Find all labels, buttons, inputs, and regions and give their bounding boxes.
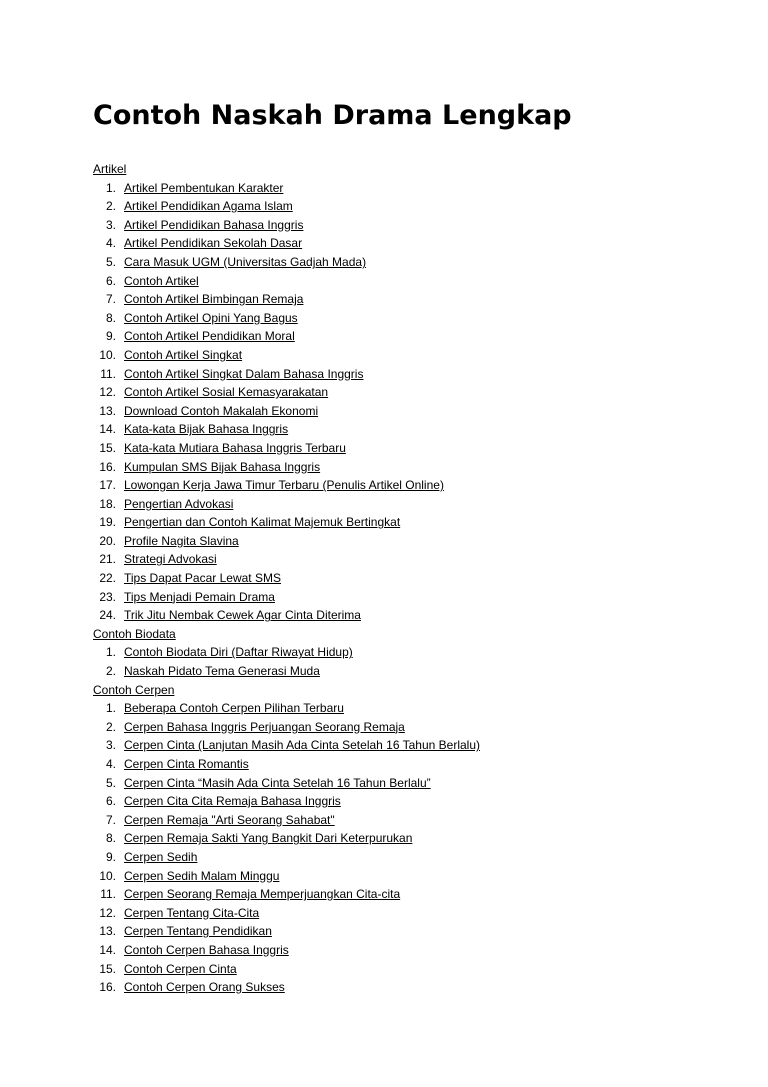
list-item-link[interactable]: Cerpen Cinta “Masih Ada Cinta Setelah 16 Tahun Berlalu” xyxy=(124,775,431,790)
list-item xyxy=(93,829,733,848)
list-item-number: 6. xyxy=(105,273,116,288)
list-item xyxy=(93,532,733,551)
list-item xyxy=(93,662,733,681)
list-item xyxy=(93,439,733,458)
list-item-number: 6. xyxy=(105,794,116,809)
list-item-link[interactable]: Contoh Cerpen Orang Sukses xyxy=(124,980,285,995)
list-item-link[interactable]: Contoh Artikel Pendidikan Moral xyxy=(124,329,295,344)
list-item-number: 13. xyxy=(99,924,116,939)
list-item xyxy=(93,476,733,495)
list-item-link[interactable]: Contoh Artikel Opini Yang Bagus xyxy=(124,310,298,325)
list-item-number: 12. xyxy=(99,385,116,400)
list-item-number: 7. xyxy=(105,812,116,827)
list-item xyxy=(93,495,733,514)
list-item xyxy=(93,290,733,309)
list-item-number: 24. xyxy=(99,608,116,623)
list-item xyxy=(93,885,733,904)
list-item xyxy=(93,755,733,774)
list-item xyxy=(93,420,733,439)
list-item-link[interactable]: Artikel Pembentukan Karakter xyxy=(124,180,284,195)
list-item-link[interactable]: Cerpen Tentang Pendidikan xyxy=(124,924,272,939)
list-item xyxy=(93,272,733,291)
list-item-number: 23. xyxy=(99,589,116,604)
list-item-link[interactable]: Profile Nagita Slavina xyxy=(124,533,239,548)
list-item-link[interactable]: Artikel Pendidikan Agama Islam xyxy=(124,199,293,214)
section-heading[interactable]: Contoh Biodata xyxy=(93,626,176,641)
list-item-link[interactable]: Cerpen Tentang Cita-Cita xyxy=(124,905,260,920)
list-item-number: 9. xyxy=(105,329,116,344)
list-item-link[interactable]: Artikel Pendidikan Sekolah Dasar xyxy=(124,236,303,251)
list-item-link[interactable]: Cerpen Remaja Sakti Yang Bangkit Dari Keterpurukan xyxy=(124,831,413,846)
list-item xyxy=(93,327,733,346)
list-item-number: 5. xyxy=(105,254,116,269)
list-item-number: 15. xyxy=(99,440,116,455)
list-item xyxy=(93,588,733,607)
list-item-link[interactable]: Cerpen Bahasa Inggris Perjuangan Seorang Remaja xyxy=(124,719,405,734)
list-item-number: 1. xyxy=(105,180,116,195)
list-item-number: 3. xyxy=(105,738,116,753)
list-item-link[interactable]: Contoh Artikel Sosial Kemasyarakatan xyxy=(124,385,329,400)
list-item-link[interactable]: Tips Dapat Pacar Lewat SMS xyxy=(124,571,281,586)
list-item xyxy=(93,848,733,867)
list-item-number: 2. xyxy=(105,199,116,214)
list-item xyxy=(93,234,733,253)
list-item xyxy=(93,365,733,384)
list-item-number: 5. xyxy=(105,775,116,790)
list-item-link[interactable]: Contoh Biodata Diri (Daftar Riwayat Hidup) xyxy=(124,645,353,660)
list-item xyxy=(93,606,733,625)
list-item-number: 7. xyxy=(105,292,116,307)
list-item xyxy=(93,960,733,979)
list-item-number: 4. xyxy=(105,236,116,251)
list-item-number: 2. xyxy=(105,664,116,679)
list-item-link[interactable]: Naskah Pidato Tema Generasi Muda xyxy=(124,664,320,679)
list-item xyxy=(93,383,733,402)
list-item xyxy=(93,197,733,216)
list-item-link[interactable]: Contoh Cerpen Bahasa Inggris xyxy=(124,942,289,957)
list-item xyxy=(93,253,733,272)
list-item xyxy=(93,513,733,532)
list-item-number: 3. xyxy=(105,217,116,232)
list-item xyxy=(93,978,733,997)
list-item-number: 4. xyxy=(105,757,116,771)
list-item-link[interactable]: Artikel Pendidikan Bahasa Inggris xyxy=(124,217,304,232)
list-item-link[interactable]: Download Contoh Makalah Ekonomi xyxy=(124,403,319,418)
list-item-number: 10. xyxy=(99,868,116,883)
list-item-number: 21. xyxy=(99,552,116,567)
list-item-number: 19. xyxy=(99,515,116,530)
list-item-link[interactable]: Cerpen Cinta (Lanjutan Masih Ada Cinta Setelah 16 Tahun Berlalu) xyxy=(124,738,481,753)
section-heading[interactable]: Contoh Cerpen xyxy=(93,682,175,697)
list-item-link[interactable]: Trik Jitu Nembak Cewek Agar Cinta Diterima xyxy=(124,608,361,623)
list-item xyxy=(93,458,733,477)
link-list xyxy=(93,699,733,997)
list-item-number: 22. xyxy=(99,571,116,586)
list-item-link[interactable]: Cerpen Sedih Malam Minggu xyxy=(124,868,280,883)
list-item xyxy=(93,569,733,588)
list-item-link[interactable]: Kumpulan SMS Bijak Bahasa Inggris xyxy=(124,459,321,474)
list-item xyxy=(93,941,733,960)
link-list xyxy=(93,643,733,680)
list-item xyxy=(93,774,733,793)
list-item xyxy=(93,550,733,569)
list-item-link[interactable]: Pengertian dan Contoh Kalimat Majemuk Bertingkat xyxy=(124,515,401,530)
list-item-link[interactable]: Contoh Artikel Singkat xyxy=(124,347,243,362)
list-item-number: 8. xyxy=(105,310,116,325)
list-item xyxy=(93,179,733,198)
list-item-link[interactable]: Kata-kata Mutiara Bahasa Inggris Terbaru xyxy=(124,440,346,455)
list-item-number: 12. xyxy=(99,905,116,920)
list-item-link[interactable]: Pengertian Advokasi xyxy=(124,496,234,511)
list-item-number: 10. xyxy=(99,347,116,362)
list-item xyxy=(93,792,733,811)
list-item-number: 16. xyxy=(99,980,116,995)
list-item-number: 20. xyxy=(99,533,116,548)
list-item xyxy=(93,811,733,830)
list-item-number: 9. xyxy=(105,849,116,864)
list-item-number: 16. xyxy=(99,459,116,474)
list-item-link[interactable]: Cerpen Remaja "Arti Seorang Sahabat" xyxy=(124,812,335,827)
list-item-number: 13. xyxy=(99,403,116,418)
list-item-number: 1. xyxy=(105,645,116,660)
list-item-link[interactable]: Contoh Cerpen Cinta xyxy=(124,961,237,976)
list-item xyxy=(93,699,733,718)
link-list xyxy=(93,179,733,625)
list-item xyxy=(93,309,733,328)
list-item-number: 15. xyxy=(99,961,116,976)
list-item-number: 2. xyxy=(105,719,116,734)
list-item-link[interactable]: Tips Menjadi Pemain Drama xyxy=(124,589,275,604)
list-item xyxy=(93,643,733,662)
list-item xyxy=(93,346,733,365)
list-item-link[interactable]: Cara Masuk UGM (Universitas Gadjah Mada) xyxy=(124,254,367,269)
list-item xyxy=(93,736,733,755)
list-item-number: 17. xyxy=(99,478,116,493)
link-list-content xyxy=(93,160,733,997)
list-item-number: 8. xyxy=(105,831,116,846)
list-item-link[interactable]: Contoh Artikel xyxy=(124,273,199,288)
list-item xyxy=(93,216,733,235)
list-item xyxy=(93,402,733,421)
list-item-link[interactable]: Lowongan Kerja Jawa Timur Terbaru (Penulis Artikel Online) xyxy=(124,478,444,493)
list-item-number: 1. xyxy=(105,701,116,716)
list-item-link[interactable]: Cerpen Seorang Remaja Memperjuangkan Cita-cita xyxy=(124,887,401,902)
list-item xyxy=(93,867,733,886)
list-item-link[interactable]: Strategi Advokasi xyxy=(124,552,217,567)
page-title: Contoh Naskah Drama Lengkap xyxy=(93,100,572,131)
list-item-link[interactable]: Kata-kata Bijak Bahasa Inggris xyxy=(124,422,289,437)
list-item-link[interactable]: Contoh Artikel Bimbingan Remaja xyxy=(124,292,304,307)
list-item-link[interactable]: Cerpen Sedih xyxy=(124,849,198,864)
section-heading[interactable]: Artikel xyxy=(93,162,127,176)
list-item-number: 18. xyxy=(99,496,116,511)
list-item-link[interactable]: Cerpen Cinta Romantis xyxy=(124,757,249,771)
list-item-number: 11. xyxy=(100,366,116,381)
list-item-number: 11. xyxy=(100,887,116,902)
list-item-number: 14. xyxy=(99,942,116,957)
list-item-number: 14. xyxy=(99,422,116,437)
list-item xyxy=(93,922,733,941)
list-item xyxy=(93,718,733,737)
list-item-link[interactable]: Beberapa Contoh Cerpen Pilihan Terbaru xyxy=(124,701,344,716)
list-item xyxy=(93,904,733,923)
list-item-link[interactable]: Cerpen Cita Cita Remaja Bahasa Inggris xyxy=(124,794,341,809)
list-item-link[interactable]: Contoh Artikel Singkat Dalam Bahasa Inggris xyxy=(124,366,364,381)
